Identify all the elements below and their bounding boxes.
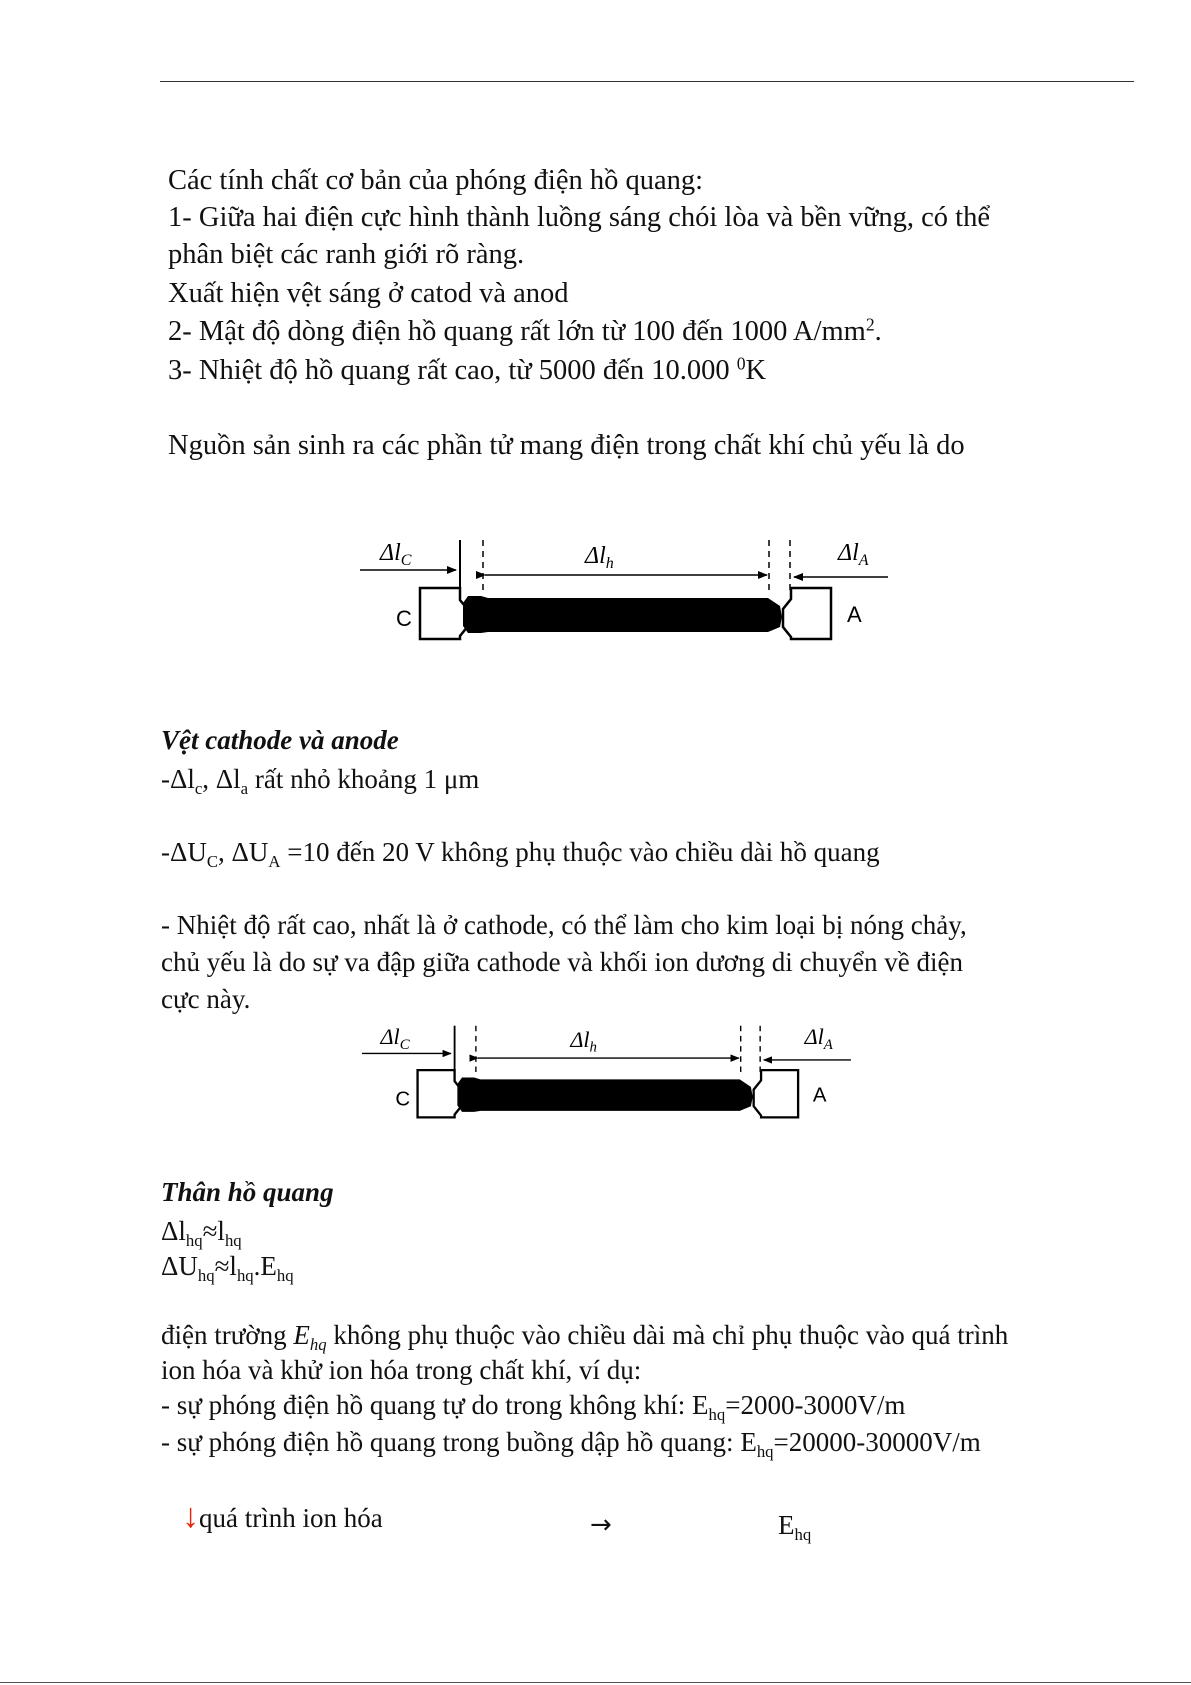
property-1-line3: Xuất hiện vệt sáng ở catod và anod [168,278,569,309]
property-3: 3- Nhiệt độ hồ quang rất cao, từ 5000 đến 10.000 $^0$K [168,353,767,386]
cathode-electrode [418,1070,462,1117]
field-line2: ion hóa và khử ion hóa trong chất khí, ví dụ: [161,1355,642,1385]
property-1-line1: 1- Giữa hai điện cực hình thành luồng sáng chói lòa và bền vững, có thể [168,202,990,233]
delta-l-line: $-\Delta l_c$, $\Delta l_a$ rất nhỏ khoảng 1 μm [161,764,480,798]
result-field: $E_{hq}$ [778,1510,812,1544]
intro-title: Các tính chất cơ bản của phóng điện hồ quang: [168,165,704,196]
delta-la-label: $\Delta l_A$ [804,1024,833,1053]
arc-column [457,1078,752,1112]
section-heading-electrodes: Vệt cathode và anode [161,725,399,755]
delta-la-label: $\Delta l_A$ [838,540,869,569]
arc-diagram-2 [362,1016,862,1128]
property-2: 2- Mật độ dòng điện hồ quang rất lớn từ 100 đến 1000 $A/mm^2$. [168,314,882,347]
temperature-line1: - Nhiệt độ rất cao, nhất là ở cathode, có thể làm cho kim loại bị nóng chảy, [161,910,967,940]
delta-lh-label: $\Delta l_h$ [570,1027,597,1056]
field-line1: điện trường $E_{hq}$ không phụ thuộc vào chiều dài mà chỉ phụ thuộc vào quá trình [161,1320,1009,1354]
anode-electrode [783,588,831,639]
cathode-letter: C [396,606,412,631]
source-line: Nguồn sản sinh ra các phần tử mang điện trong chất khí chủ yếu là do [168,430,965,461]
footer-rule [0,1682,1191,1683]
down-arrow-icon: ↓ [182,1498,199,1535]
header-rule [160,81,1134,82]
delta-lc-label: $\Delta l_C$ [380,1024,410,1053]
delta-u-line: $-\Delta U_C$, $\Delta U_A =10$ đến 20 V không phụ thuộc vào chiều dài hồ quang [161,837,880,871]
arc-column [463,596,782,633]
example-chamber: - sự phóng điện hồ quang trong buồng dập hồ quang: $E_{hq}=20000-30000V/m$ [161,1427,981,1461]
anode-letter: A [847,602,862,627]
right-arrow-icon: → [590,1510,612,1540]
example-free-air: - sự phóng điện hồ quang tự do trong không khí: $E_{hq}=2000-3000V/m$ [161,1390,906,1424]
temperature-line2: chủ yếu là do sự va đập giữa cathode và khối ion dương di chuyển về điện [161,947,963,977]
property-1-line2: phân biệt các ranh giới rõ ràng. [168,239,525,270]
section-heading-arc-body: Thân hồ quang [161,1177,334,1207]
ionization-relation: ↓quá trình ion hóa [182,1498,383,1535]
equation-length: $\Delta l_{hq}\approx l_{hq}$ [161,1216,242,1250]
delta-lc-label: $\Delta l_C$ [380,540,412,569]
equation-voltage: $\Delta U_{hq}\approx l_{hq}.E_{hq}$ [161,1251,294,1285]
arc-diagram-1 [360,530,900,650]
anode-electrode [754,1070,798,1117]
anode-letter: A [812,1084,827,1107]
temperature-line3: cực này. [161,984,251,1014]
delta-lh-label: $\Delta l_h$ [585,543,614,572]
cathode-electrode [420,588,468,639]
cathode-letter: C [395,1088,411,1111]
